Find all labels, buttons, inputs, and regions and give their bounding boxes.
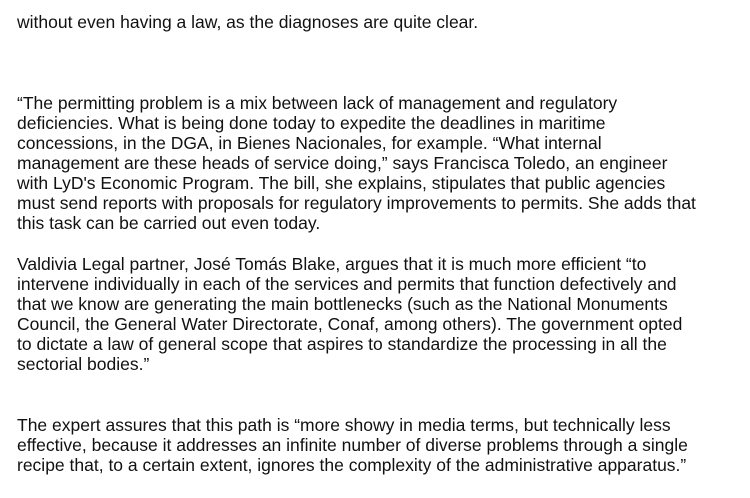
text-line: concessions, in the DGA, in Bienes Nacionales, for example. “What internal: [17, 133, 602, 153]
text-line: this task can be carried out even today.: [17, 213, 321, 233]
paragraph-valdivia-legal: [17, 254, 742, 374]
text-line: Valdivia Legal partner, José Tomás Blake, argues that it is much more efficient “to: [17, 254, 647, 274]
text-line: deficiencies. What is being done today to expedite the deadlines in maritime: [17, 113, 606, 133]
text-line: with LyD's Economic Program. The bill, she explains, stipulates that public agencies: [17, 173, 666, 193]
text-line: sectorial bodies.”: [17, 354, 150, 374]
paragraph-permitting-problem: [17, 93, 742, 233]
text-line: must send reports with proposals for regulatory improvements to permits. She adds that: [17, 193, 696, 213]
text-line: Council, the General Water Directorate, Conaf, among others). The government opted: [17, 314, 683, 334]
text-line: to dictate a law of general scope that aspires to standardize the processing in all the: [17, 334, 667, 354]
text-line: effective, because it addresses an infinite number of diverse problems through a single: [17, 435, 688, 455]
text-line: without even having a law, as the diagnoses are quite clear.: [17, 12, 479, 32]
paragraph-intro-fragment: [17, 12, 742, 32]
text-line: The expert assures that this path is “more showy in media terms, but technically less: [17, 415, 671, 435]
text-line: intervene individually in each of the services and permits that function defectively and: [17, 274, 677, 294]
text-line: recipe that, to a certain extent, ignores the complexity of the administrative apparatus.”: [17, 455, 687, 475]
text-line: management are these heads of service doing,” says Francisca Toledo, an engineer: [17, 153, 668, 173]
paragraph-expert-assures: [17, 415, 742, 475]
text-line: “The permitting problem is a mix between lack of management and regulatory: [17, 93, 618, 113]
text-line: that we know are generating the main bottlenecks (such as the National Monuments: [17, 294, 668, 314]
